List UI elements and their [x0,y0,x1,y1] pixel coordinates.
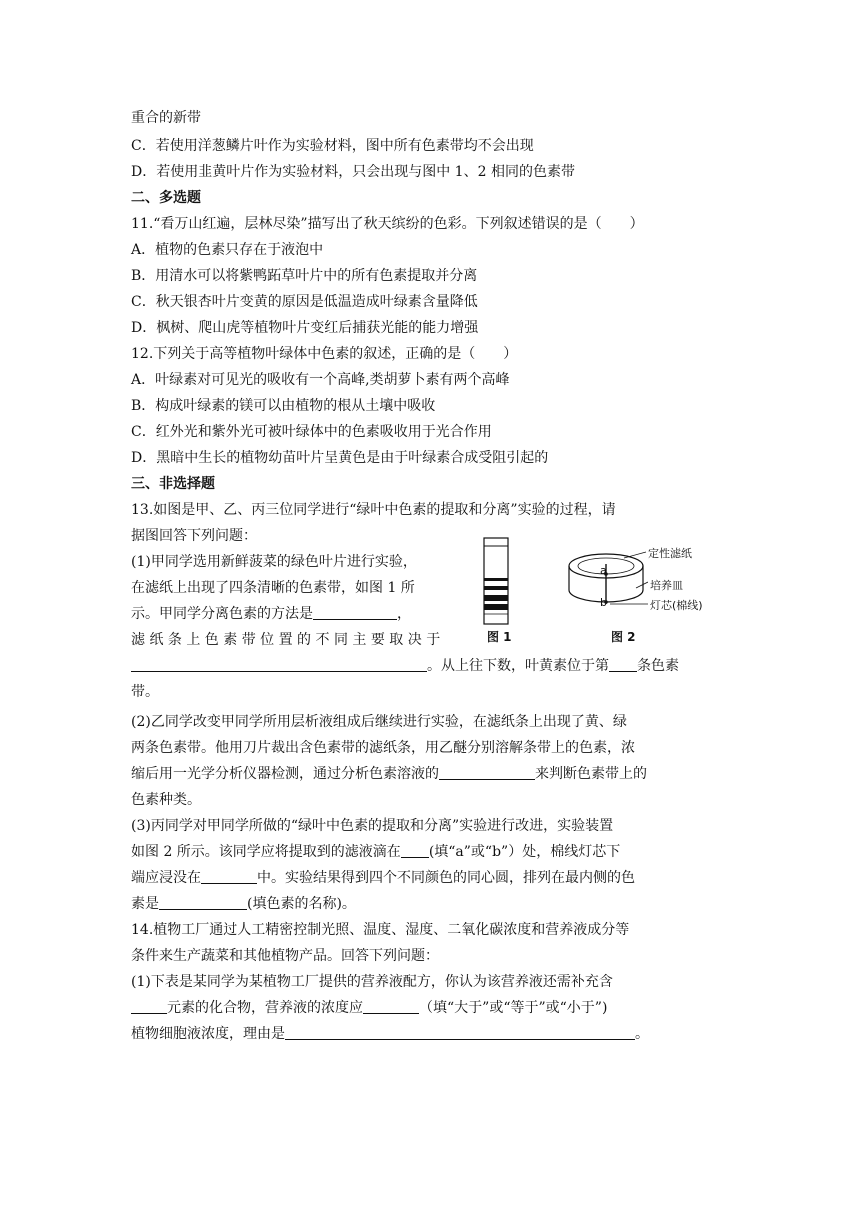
question-14-part-1: 植物细胞液浓度，理由是 。 [131,1026,649,1042]
answer-blank[interactable] [201,869,257,884]
part-2-line: 色素种类。 [131,792,201,808]
figure-1-caption: 图 1 [487,630,512,644]
answer-blank[interactable] [609,657,637,672]
part-3-line: (3)丙同学对甲同学所做的“绿叶中色素的提取和分离”实验进行改进，实验装置 [131,818,614,834]
figure-1-filter-strip [482,536,512,628]
answer-blank[interactable] [131,999,167,1014]
part-1-line: 带。 [131,684,159,700]
question-12-option-a: A．叶绿素对可见光的吸收有一个高峰,类胡萝卜素有两个高峰 [131,372,510,388]
figure-2-caption: 图 2 [611,630,636,644]
part-1-line: 示。甲同学分离色素的方法是 ， [131,606,411,622]
question-11: 11.“看万山红遍，层林尽染”描写出了秋天缤纷的色彩。下列叙述错误的是（ ） [131,216,644,232]
pigment-band-4 [484,604,508,610]
question-11-option-c: C．秋天银杏叶片变黄的原因是低温造成叶绿素含量降低 [131,294,478,310]
part-2-line: 两条色素带。他用刀片裁出含色素带的滤纸条，用乙醚分别溶解条带上的色素，浓 [131,740,635,756]
part-1-line: 在滤纸上出现了四条清晰的色素带，如图 1 所 [131,580,415,596]
option-c: C．若使用洋葱鳞片叶作为实验材料，图中所有色素带均不会出现 [131,138,534,154]
answer-blank[interactable] [363,999,419,1014]
label-b: b [600,596,607,609]
answer-blank[interactable] [131,657,427,672]
answer-blank[interactable] [285,1025,635,1040]
question-14-cont: 条件来生产蔬菜和其他植物产品。回答下列问题： [131,948,439,964]
part-3-line: 如图 2 所示。该同学应将提取到的滤液滴在 (填“a”或“b”）处，棉线灯芯下 [131,844,621,860]
question-12-option-d: D．黑暗中生长的植物幼苗叶片呈黄色是由于叶绿素合成受阻引起的 [131,450,549,466]
question-12: 12.下列关于高等植物叶绿体中色素的叙述，正确的是（ ） [131,346,518,362]
figure-2-petri-dish [566,546,648,616]
part-1-line: (1)甲同学选用新鲜菠菜的绿色叶片进行实验， [131,554,417,570]
question-13-cont: 据图回答下列问题： [131,528,257,544]
part-1-line: 。从上往下数，叶黄素位于第 条色素 [131,656,679,676]
question-12-option-b: B．构成叶绿素的镁可以由植物的根从土壤中吸收 [131,398,436,414]
option-d: D．若使用韭黄叶片作为实验材料，只会出现与图中 1、2 相同的色素带 [131,164,575,180]
question-11-option-b: B．用清水可以将紫鸭跖草叶片中的所有色素提取并分离 [131,268,478,284]
label-wick: 灯芯(棉线) [650,599,703,612]
pigment-band-1 [484,578,508,581]
part-3-line: 端应浸没在 中。实验结果得到四个不同颜色的同心圆，排列在最内侧的色 [131,870,635,886]
answer-blank[interactable] [439,765,535,780]
part-1-line: 滤 纸 条 上 色 素 带 位 置 的 不 同 主 要 取 决 于 [131,632,441,648]
question-11-option-a: A．植物的色素只存在于液泡中 [131,242,324,258]
pigment-band-3 [484,595,508,601]
answer-blank[interactable] [313,605,397,620]
answer-blank[interactable] [401,843,429,858]
part-2-line: (2)乙同学改变甲同学所用层析液组成后继续进行实验，在滤纸条上出现了黄、绿 [131,714,627,730]
part-3-line: 素是 (填色素的名称)。 [131,896,356,912]
answer-blank[interactable] [159,895,247,910]
part-2-line: 缩后用一光学分析仪器检测，通过分析色素溶液的 来判断色素带上的 [131,766,647,782]
question-14-part-1: (1)下表是某同学为某植物工厂提供的营养液配方，你认为该营养液还需补充含 [131,974,613,990]
label-a: a [600,564,607,577]
question-14: 14.植物工厂通过人工精密控制光照、温度、湿度、二氧化碳浓度和营养液成分等 [131,922,630,938]
section-heading-non-choice: 三、非选择题 [131,476,215,492]
label-petri-dish: 培养皿 [650,579,683,592]
text-line: 重合的新带 [131,110,201,126]
pigment-band-2 [484,586,508,590]
label-filter-paper: 定性滤纸 [648,547,692,560]
question-14-part-1: 元素的化合物，营养液的浓度应 （填“大于”或“等于”或“小于”) [131,998,607,1018]
section-heading-multiple-choice: 二、多选题 [131,190,201,206]
question-13: 13.如图是甲、乙、丙三位同学进行“绿叶中色素的提取和分离”实验的过程，请 [131,502,616,518]
question-11-option-d: D．枫树、爬山虎等植物叶片变红后捕获光能的能力增强 [131,320,479,336]
question-12-option-c: C．红外光和紫外光可被叶绿体中的色素吸收用于光合作用 [131,424,492,440]
